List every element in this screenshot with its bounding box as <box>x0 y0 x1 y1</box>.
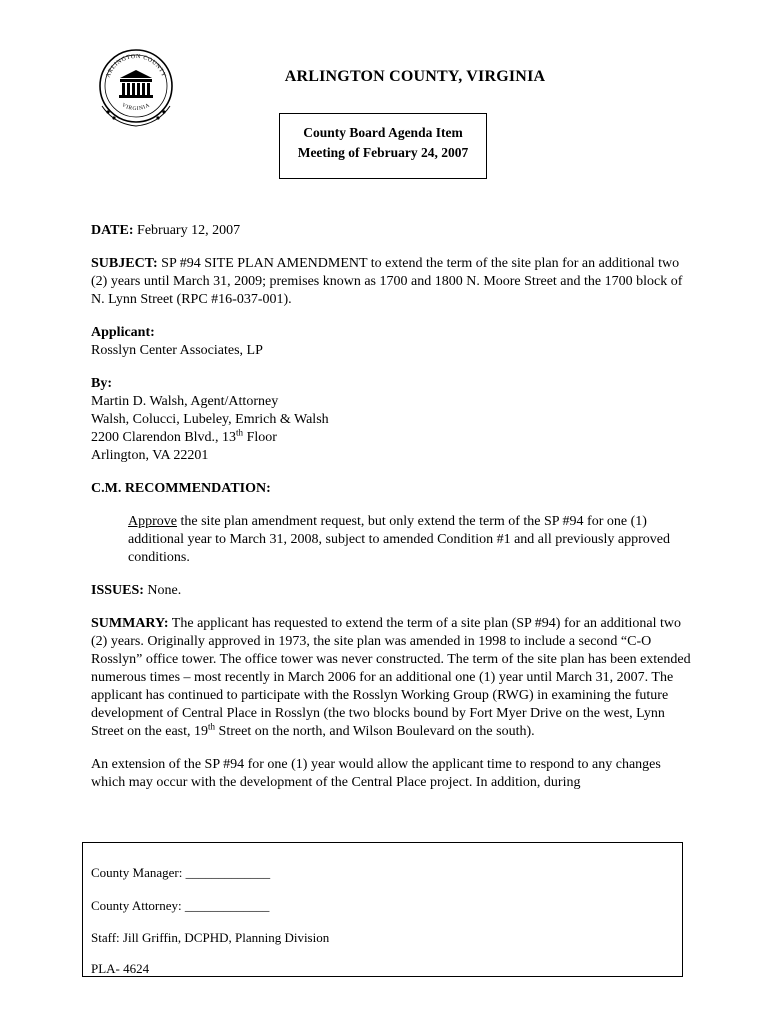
address-street: 2200 Clarendon Blvd., 13th Floor <box>91 427 277 445</box>
agent-name: Martin D. Walsh, Agent/Attorney <box>91 394 279 409</box>
subject-text: SP #94 SITE PLAN AMENDMENT to extend the term of the site plan for an additional two (2) years until March 31, 2009; premises known as 1700 and 1800 N. Moore Street and the 1700 block of N. Lynn Street (RPC #16-037-001). <box>91 256 683 307</box>
date-section <box>91 222 691 240</box>
county-attorney-line: County Attorney: _____________ <box>91 898 270 913</box>
approve-word: Approve <box>128 514 177 529</box>
document-title: ARLINGTON COUNTY, VIRGINIA <box>284 68 546 85</box>
meeting-date: Meeting of February 24, 2007 <box>297 145 469 160</box>
issues-label: ISSUES: <box>91 583 144 598</box>
by-section <box>91 375 691 465</box>
svg-text:ARLINGTON COUNTY: ARLINGTON COUNTY <box>105 53 167 79</box>
firm-name: Walsh, Colucci, Lubeley, Emrich & Walsh <box>91 412 329 427</box>
subject-label: SUBJECT: <box>91 256 158 271</box>
agenda-item-label: County Board Agenda Item <box>303 125 463 140</box>
date-label: DATE: <box>91 223 134 238</box>
issues-value: None. <box>147 583 182 598</box>
summary-label: SUMMARY: <box>91 616 169 631</box>
applicant-section <box>91 324 691 360</box>
subject-section <box>91 255 691 309</box>
recommendation-heading: C.M. RECOMMENDATION: <box>91 481 271 496</box>
agenda-item-box <box>279 113 487 179</box>
document-body <box>91 222 691 807</box>
extension-paragraph: An extension of the SP #94 for one (1) year would allow the applicant time to respond to any changes which may occur with the development of the Central Place project. In addition, during <box>91 757 661 790</box>
county-manager-line: County Manager: _____________ <box>91 865 271 880</box>
summary-section: SUMMARY: The applicant has requested to extend the term of a site plan (SP #94) for an additional two (2) years. Originally approved in 1973, the site plan was amended in 1998 to include a second “C-O Rosslyn” office tower. The office tower was never constructed. The term of the site plan has been extended numerous times – most recently in March 2006 for an additional one (1) year until March 31, 2007. The applicant has continued to participate with the Rosslyn Working Group (RWG) in examining the future development of Central Place in Rosslyn (the two blocks bound by Fort Myer Drive on the west, Lynn Street on the east, 19th Street on the north, and Wilson Boulevard on the south). <box>91 616 691 739</box>
date-value: February 12, 2007 <box>137 223 241 238</box>
document-code: PLA- 4624 <box>91 961 150 976</box>
applicant-label: Applicant: <box>91 325 155 340</box>
svg-text:VIRGINIA: VIRGINIA <box>120 102 152 113</box>
signature-box <box>82 842 683 977</box>
recommendation-text: Approve the site plan amendment request, but only extend the term of the SP #94 for one (1) additional year to March 31, 2008, subject to amended Condition #1 and all previously approved conditions. <box>128 514 670 565</box>
staff-line: Staff: Jill Griffin, DCPHD, Planning Division <box>91 930 330 945</box>
issues-section <box>91 582 691 600</box>
applicant-name: Rosslyn Center Associates, LP <box>91 343 263 358</box>
by-label: By: <box>91 376 112 391</box>
address-city: Arlington, VA 22201 <box>91 448 209 463</box>
county-seal-logo <box>94 46 178 130</box>
